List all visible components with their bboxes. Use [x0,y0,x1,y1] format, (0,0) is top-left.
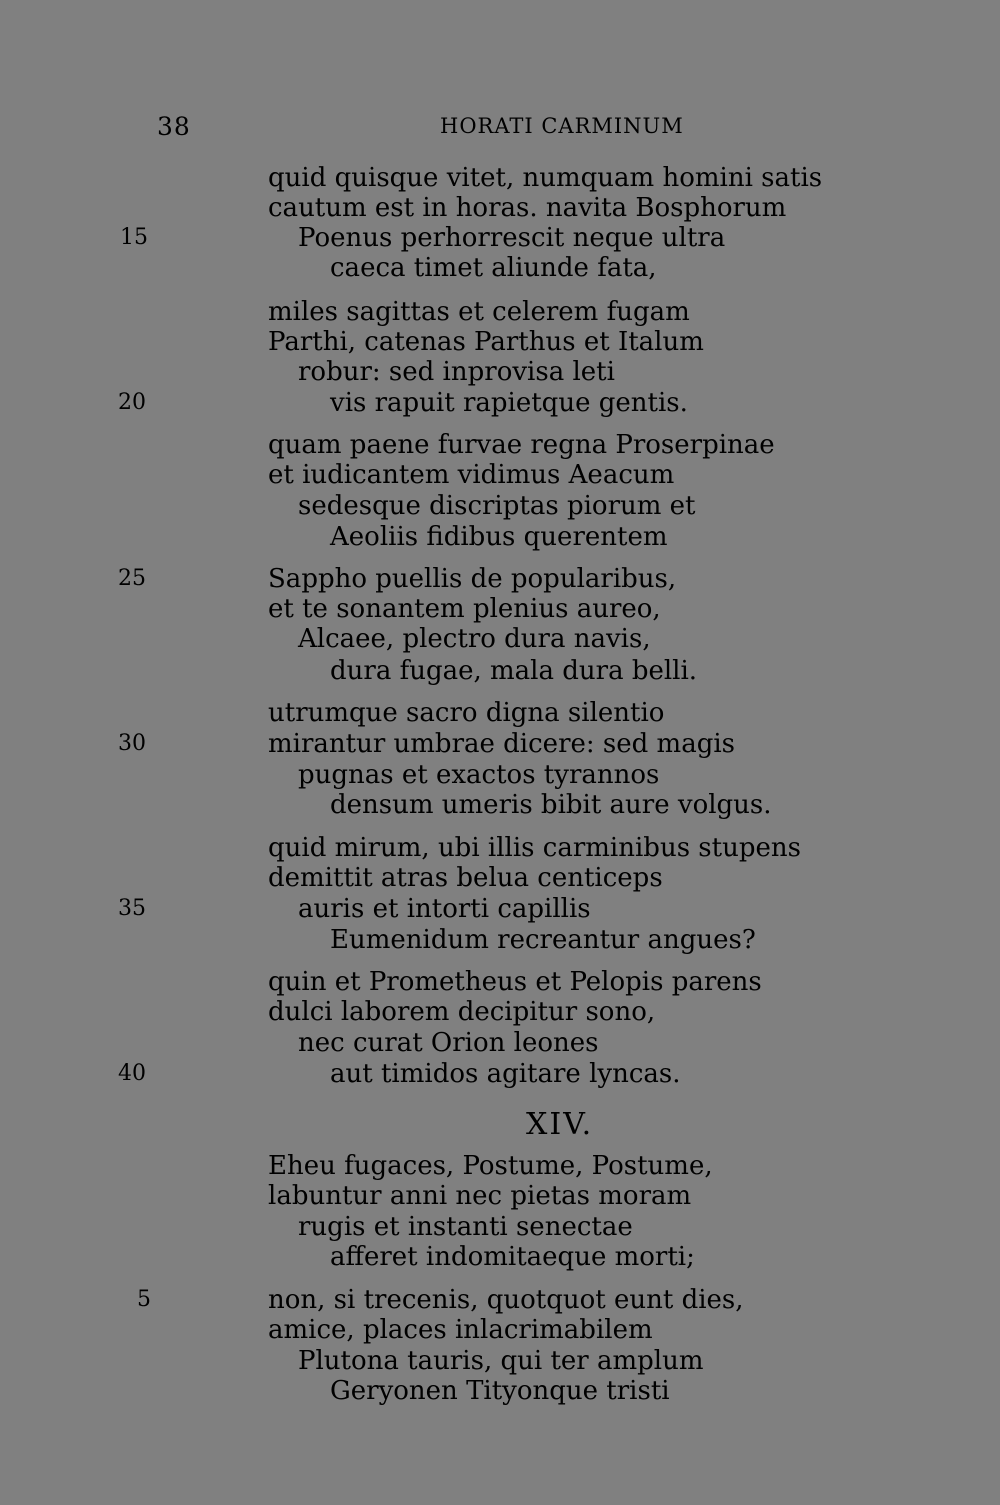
line-number: 5 [137,1287,151,1312]
line-number: 25 [118,566,146,591]
verse-line: Aeoliis fidibus querentem [330,522,668,552]
verse-line: Eheu fugaces, Postume, Postume, [268,1151,713,1181]
verse-line: quid mirum, ubi illis carminibus stupens [268,833,801,863]
verse-line: miles sagittas et celerem fugam [268,297,690,327]
verse-line: aut timidos agitare lyncas. [330,1059,681,1089]
verse-line: caeca timet aliunde fata, [330,253,657,283]
verse-line: mirantur umbrae dicere: sed magis [268,729,735,759]
verse-line: afferet indomitaeque morti; [330,1242,695,1272]
verse-line: Geryonen Tityonque tristi [330,1376,670,1406]
verse-line: quid quisque vitet, numquam homini satis [268,163,823,193]
verse-line: labuntur anni nec pietas moram [268,1181,692,1211]
verse-line: non, si trecenis, quotquot eunt dies, [268,1285,744,1315]
verse-line: sedesque discriptas piorum et [298,491,696,521]
verse-line: amice, places inlacrimabilem [268,1315,653,1345]
verse-line: Plutona tauris, qui ter amplum [298,1346,704,1376]
verse-line: robur: sed inprovisa leti [298,357,615,387]
verse-line: pugnas et exactos tyrannos [298,760,660,790]
page-number: 38 [157,112,191,141]
verse-line: vis rapuit rapietque gentis. [330,388,688,418]
verse-line: demittit atras belua centiceps [268,863,663,893]
verse-line: rugis et instanti senectae [298,1212,633,1242]
verse-line: et te sonantem plenius aureo, [268,594,661,624]
verse-line: quam paene furvae regna Proserpinae [268,430,775,460]
verse-line: cautum est in horas. navita Bosphorum [268,193,787,223]
verse-line: et iudicantem vidimus Aeacum [268,460,675,490]
verse-line: Eumenidum recreantur angues? [330,925,756,955]
verse-line: dulci laborem decipitur sono, [268,997,656,1027]
verse-line: utrumque sacro digna silentio [268,698,665,728]
line-number: 15 [120,225,148,250]
line-number: 30 [118,731,146,756]
line-number: 35 [118,896,146,921]
verse-line: quin et Prometheus et Pelopis parens [268,967,762,997]
line-number: 40 [118,1061,146,1086]
verse-line: densum umeris bibit aure volgus. [330,790,772,820]
verse-line: nec curat Orion leones [298,1028,599,1058]
verse-line: Poenus perhorrescit neque ultra [298,223,726,253]
verse-line: auris et intorti capillis [298,894,591,924]
verse-line: Sappho puellis de popularibus, [268,564,677,594]
verse-line: dura fugae, mala dura belli. [330,656,698,686]
line-number: 20 [118,390,146,415]
ode-title: XIV. [526,1107,594,1142]
verse-line: Parthi, catenas Parthus et Italum [268,327,704,357]
running-title: HORATI CARMINUM [440,114,684,138]
verse-line: Alcaee, plectro dura navis, [298,624,651,654]
